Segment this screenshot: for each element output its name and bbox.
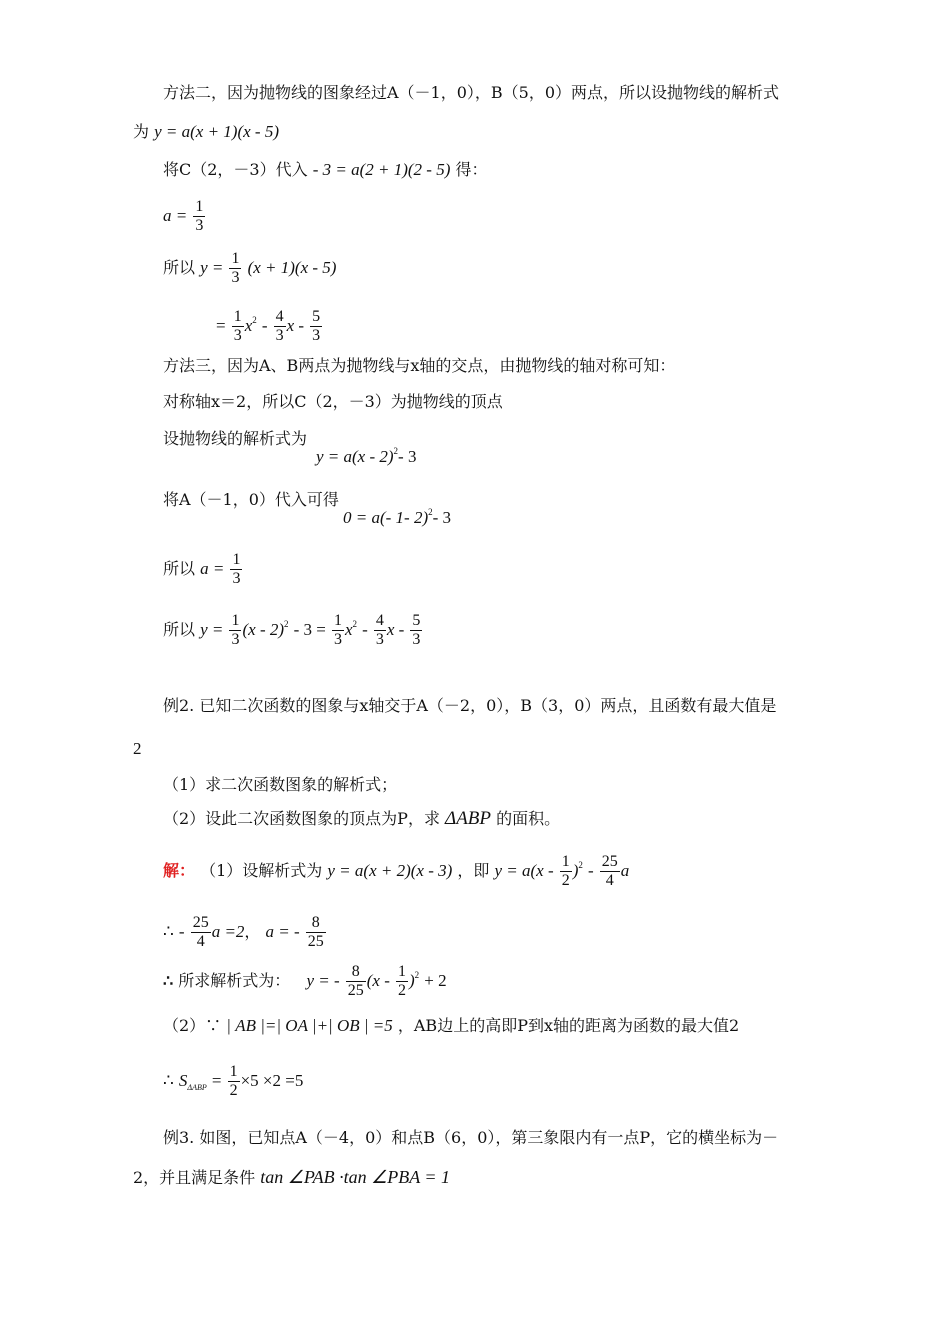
m2-sub-text: 将C（2，－3）代入 <box>163 160 308 179</box>
ex2-solution-1: 解： （1）设解析式为 y = a(x + 2)(x - 3) ，即 y = a(x - $\frac{1}{2}$ )$^2$ - $\frac{25}{4}$ a <box>163 853 630 889</box>
fraction-4-3: $\frac{4}{3}$ <box>275 308 284 344</box>
m2-a-lhs: a = <box>163 206 188 225</box>
ex2-q2: （2）设此二次函数图象的顶点为P，求 ΔABP 的面积。 <box>163 808 561 829</box>
m2-a-value <box>163 198 206 235</box>
m2-sub-formula: - 3 = a(2 + 1)(2 - 5) <box>312 160 451 179</box>
m2-sub-suffix: 得： <box>455 160 488 179</box>
ex2-area: ∴ $S_{\Delta ABP}$ = $\frac{1}{2}$ ×5 ×2 =5 <box>163 1063 304 1099</box>
m2-expanded: = $\frac{1}{3}$ $x^2$ - $\frac{4}{3}$ x - $\frac{5}{3}$ <box>216 308 321 344</box>
fraction-5-3: $\frac{5}{3}$ <box>412 612 421 648</box>
ex2-a-solve: ∴ - $\frac{25}{4}$ a =2， a = - $\frac{8}{25}$ <box>163 914 324 950</box>
m2-intro: 方法二，因为抛物线的图象经过A（－1，0），B（5，0）两点，所以设抛物线的解析式 <box>163 83 780 102</box>
m2-set-formula: y = a(x + 1)(x - 5) <box>154 122 279 141</box>
fraction-25-4: $\frac{25}{4}$ <box>601 853 618 889</box>
m3-intro: 方法三，因为A、B两点为抛物线与x轴的交点，由抛物线的轴对称可知： <box>163 356 676 375</box>
fraction-1-3: $\frac{1}{3}$ <box>333 612 342 648</box>
m2-sub-line <box>163 159 487 181</box>
solution-label: 解： <box>163 861 196 880</box>
m3-sub-text: 将A（－1，0）代入可得 <box>163 490 339 509</box>
ex2-title-cont: 2 <box>133 739 142 758</box>
fraction-8-25: $\frac{8}{25}$ <box>307 914 324 950</box>
fraction-1-3: $\frac{1}{3}$ <box>232 551 241 587</box>
m2-factored: (x + 1)(x - 5) <box>247 258 337 277</box>
m3-set-text: 设抛物线的解析式为 <box>163 429 308 448</box>
fraction-1-3: $\frac{1}{3}$ <box>233 308 242 344</box>
fraction-25-4: $\frac{25}{4}$ <box>192 914 209 950</box>
fraction-1-2: $\frac{1}{2}$ <box>397 963 406 999</box>
fraction-8-25: $\frac{8}{25}$ <box>347 963 364 999</box>
m3-a-line: 所以 a = $\frac{1}{3}$ <box>163 551 241 587</box>
m3-sub-formula: 0 = a(- 1- 2)$^2$- 3 <box>343 507 452 527</box>
m2-so-line <box>163 250 336 287</box>
m3-axis-line: 对称轴x＝2，所以C（2，－3）为抛物线的顶点 <box>163 392 503 411</box>
fraction-1-3: $\frac{1}{3}$ <box>195 198 204 234</box>
fraction-1-2: $\frac{1}{2}$ <box>561 853 570 889</box>
ex2-q1: （1）求二次函数图象的解析式； <box>163 775 398 794</box>
ex2-result: ∴ 所求解析式为： y = - $\frac{8}{25}$ (x - $\frac{1}{2}$ )$^2$ + 2 <box>163 963 447 999</box>
tan-condition: tan ∠PAB ·tan ∠PBA = 1 <box>260 1167 451 1187</box>
triangle-abp: ΔABP <box>445 808 492 829</box>
m2-y-eq: y = <box>200 258 224 277</box>
fraction-1-3: $\frac{1}{3}$ <box>231 612 240 648</box>
m3-set-formula: y = a(x - 2)$^2$- 3 <box>316 446 417 466</box>
m3-result-line: 所以 y = $\frac{1}{3}$ (x - 2)$^2$ - 3 = $\frac{1}{3}$ $x^2$ - $\frac{4}{3}$ x - $\frac{5}{3}$ <box>163 612 421 648</box>
fraction-1-3: $\frac{1}{3}$ <box>231 250 240 286</box>
fraction-4-3: $\frac{4}{3}$ <box>375 612 384 648</box>
fraction-5-3: $\frac{5}{3}$ <box>312 308 321 344</box>
ex2-title: 例2. 已知二次函数的图象与x轴交于A（－2，0），B（3，0）两点，且函数有最大值是 <box>163 696 777 715</box>
m2-so: 所以 <box>163 258 196 277</box>
ex2-solution-2: （2）∵ | AB |=| OA |+| OB | =5 ，AB边上的高即P到x轴的距离为函数的最大值2 <box>163 1016 740 1035</box>
m2-set-line <box>133 121 279 143</box>
ex3-line2: 2，并且满足条件 tan ∠PAB ·tan ∠PBA = 1 <box>133 1167 451 1187</box>
m2-set-prefix: 为 <box>133 122 150 141</box>
ex3-line1: 例3. 如图，已知点A（－4，0）和点B（6，0），第三象限内有一点P，它的横坐标为－ <box>163 1128 779 1147</box>
fraction-1-2: $\frac{1}{2}$ <box>229 1063 238 1099</box>
